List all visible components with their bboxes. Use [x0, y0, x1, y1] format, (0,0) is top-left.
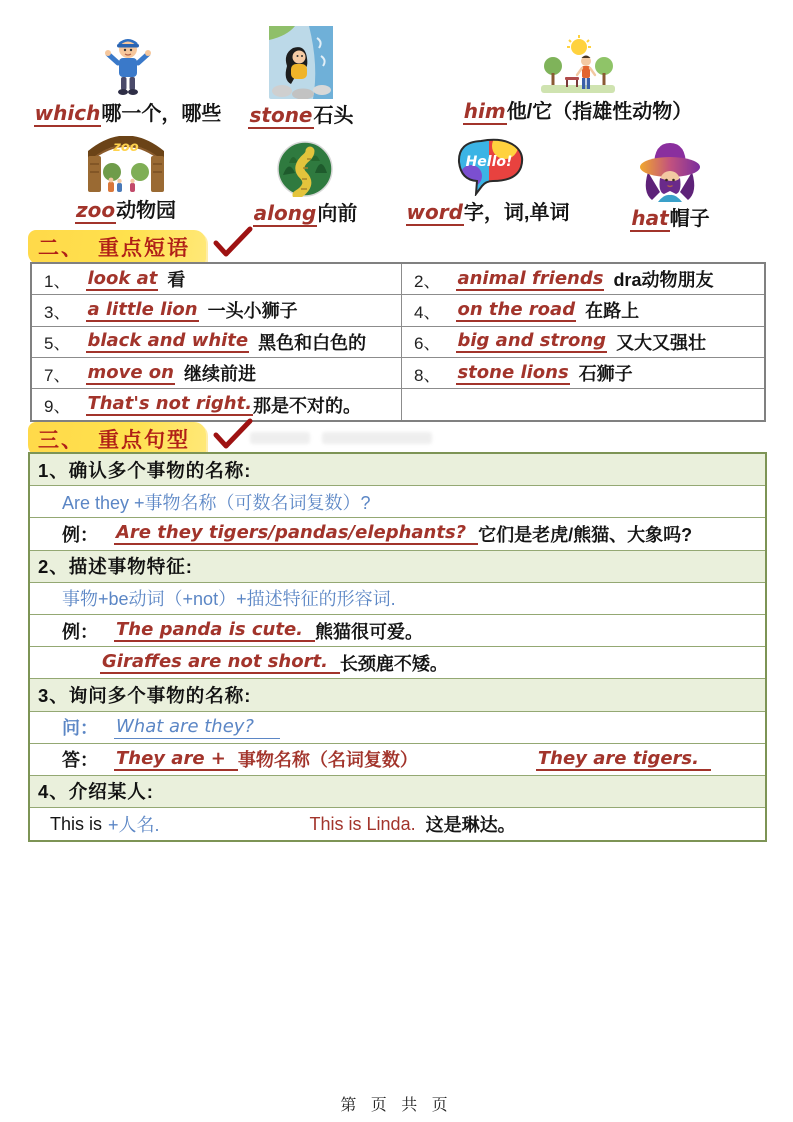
vocab-label — [248, 104, 353, 127]
question-en: What are they? — [114, 716, 280, 739]
example-en: Giraffes are not short. — [100, 651, 340, 674]
example-en: Are they tigers/pandas/elephants? — [114, 522, 478, 545]
phrase-en: on the road — [457, 298, 576, 320]
vocab-word: hat — [631, 206, 669, 230]
answer-label: 答： — [62, 750, 98, 771]
girl-by-stream-icon — [269, 26, 333, 99]
pattern-table — [28, 452, 767, 842]
pattern-row-example-4 — [30, 808, 765, 840]
phrase-en: look at — [87, 267, 158, 289]
phrase-en: a little lion — [87, 298, 198, 320]
vocab-label — [463, 100, 693, 123]
vocab-meaning: 哪一个，哪些 — [101, 103, 222, 125]
vocab-meaning: 动物园 — [116, 200, 177, 222]
phrase-number: 2、 — [414, 271, 441, 291]
phrase-en: black and white — [87, 330, 249, 352]
vocab-item-which — [30, 33, 225, 125]
answer-formula-en: They are + — [114, 748, 238, 771]
example-en: The panda is cute. — [114, 619, 315, 642]
formula-text: 事物+be动词（+not）+描述特征的形容词. — [62, 589, 396, 610]
vocab-item-zoo — [58, 136, 193, 222]
hello-speech-bubble-icon — [451, 136, 525, 196]
vocab-word: word — [406, 200, 463, 224]
phrase-zh: 继续前进 — [183, 364, 256, 385]
phrase-cell-1 — [32, 264, 402, 295]
pattern-row-example-2b — [30, 647, 765, 679]
pattern-row-question-3 — [30, 712, 765, 744]
vocab-meaning: 帽子 — [669, 208, 710, 230]
vocab-meaning: 字，词,单词 — [463, 202, 570, 224]
phrase-number: 8、 — [414, 365, 441, 385]
question-label: 问： — [62, 718, 98, 739]
pattern-row-header-1 — [30, 454, 765, 486]
phrase-en: That's not right. — [87, 393, 253, 415]
pattern-row-example-1 — [30, 518, 765, 550]
phrase-zh: 石狮子 — [578, 364, 633, 385]
answer-example: They are tigers. — [536, 748, 711, 771]
intro-example-en: This is Linda. — [309, 813, 416, 834]
phrase-number: 3、 — [44, 302, 71, 322]
example-label: 例： — [62, 621, 98, 642]
phrase-cell-7 — [32, 358, 402, 389]
phrase-cell-4 — [402, 295, 764, 326]
pattern-row-formula-2 — [30, 583, 765, 615]
watermark — [250, 432, 310, 444]
phrase-table — [30, 262, 766, 422]
vocab-item-hat — [600, 134, 740, 230]
vocab-word: zoo — [75, 198, 116, 222]
checkmark-icon — [212, 226, 254, 258]
vocab-meaning: 向前 — [317, 203, 358, 225]
example-zh: 它们是老虎/熊猫、大象吗? — [478, 524, 693, 545]
intro-formula-black: This is — [50, 813, 103, 834]
intro-example-zh: 这是琳达。 — [425, 815, 516, 836]
phrase-zh: dra动物朋友 — [613, 270, 714, 291]
pattern-row-header-4 — [30, 776, 765, 808]
phrase-en: move on — [87, 361, 174, 383]
pattern-row-header-2 — [30, 551, 765, 583]
phrase-number: 6、 — [414, 334, 441, 354]
phrase-number: 4、 — [414, 302, 441, 322]
phrase-zh: 黑色和白色的 — [258, 332, 367, 353]
pattern-header-text: 2、描述事物特征: — [38, 556, 193, 578]
example-zh: 熊猫很可爱。 — [315, 621, 423, 642]
vocab-word: him — [463, 99, 506, 123]
answer-formula-zh: 事物名称（名词复数） — [237, 750, 418, 771]
vocab-item-word — [405, 136, 570, 224]
example-zh: 长颈鹿不矮。 — [339, 653, 448, 674]
example-label: 例： — [62, 524, 98, 545]
page-footer: 第 页 共 页 — [340, 1097, 453, 1114]
section-number: 二、 — [38, 237, 84, 260]
vocab-label — [253, 202, 358, 225]
phrase-cell-2 — [402, 264, 764, 295]
girl-with-hat-icon — [638, 134, 702, 202]
vocab-label — [34, 102, 222, 125]
phrase-number: 7、 — [44, 365, 71, 385]
phrase-zh: 看 — [167, 270, 186, 291]
vocab-meaning: 他/它（指雄性动物） — [506, 101, 693, 123]
section-title: 重点句型 — [98, 429, 190, 452]
pattern-header-text: 3、询问多个事物的名称: — [38, 684, 252, 706]
pattern-row-formula-1 — [30, 486, 765, 518]
section-number: 三、 — [38, 429, 84, 452]
phrase-cell-9 — [32, 389, 402, 420]
phrase-en: animal friends — [457, 267, 604, 289]
vocab-label — [630, 207, 709, 230]
vocab-word: along — [253, 201, 317, 225]
phrase-number: 5、 — [44, 334, 71, 354]
watermark — [322, 432, 432, 444]
pattern-row-answer-3 — [30, 744, 765, 776]
zoo-gate-text: zoo — [112, 140, 139, 155]
pattern-header-text: 1、确认多个事物的名称: — [38, 459, 252, 481]
section-header-phrases — [28, 230, 254, 265]
man-in-park-icon — [541, 35, 615, 95]
vocab-word: which — [34, 101, 101, 125]
phrase-zh: 又大又强壮 — [616, 332, 707, 353]
vocab-item-stone — [240, 26, 362, 127]
phrase-cell-empty — [402, 389, 764, 420]
intro-formula-blue: +人名. — [108, 815, 160, 836]
yellow-highlight — [28, 230, 206, 265]
vocab-label — [75, 199, 176, 222]
phrase-cell-3 — [32, 295, 402, 326]
phrase-cell-6 — [402, 327, 764, 358]
vocab-word: stone — [249, 103, 313, 127]
vocab-label — [406, 201, 570, 224]
section-title: 重点短语 — [98, 237, 190, 260]
forest-path-icon — [277, 141, 333, 197]
phrase-zh: 一头小狮子 — [207, 301, 298, 322]
phrase-cell-5 — [32, 327, 402, 358]
phrase-en: stone lions — [457, 361, 569, 383]
formula-text: Are they +事物名称（可数名词复数）? — [62, 492, 371, 513]
pattern-row-header-3 — [30, 679, 765, 711]
hello-bubble-text: Hello! — [465, 154, 512, 170]
vocab-item-along — [245, 141, 365, 225]
pattern-header-text: 4、介绍某人: — [38, 781, 154, 803]
phrase-en: big and strong — [457, 330, 607, 352]
vocab-item-him — [455, 35, 700, 123]
pattern-row-example-2a — [30, 615, 765, 647]
vocab-meaning: 石头 — [313, 105, 354, 127]
phrase-number: 9、 — [44, 397, 71, 417]
phrase-number: 1、 — [44, 271, 71, 291]
phrase-zh: 在路上 — [585, 301, 640, 322]
phrase-cell-8 — [402, 358, 764, 389]
zoo-gate-icon — [84, 136, 168, 194]
boy-waving-icon — [104, 33, 152, 97]
checkmark-icon — [212, 418, 254, 450]
phrase-zh: 那是不对的。 — [253, 395, 362, 416]
